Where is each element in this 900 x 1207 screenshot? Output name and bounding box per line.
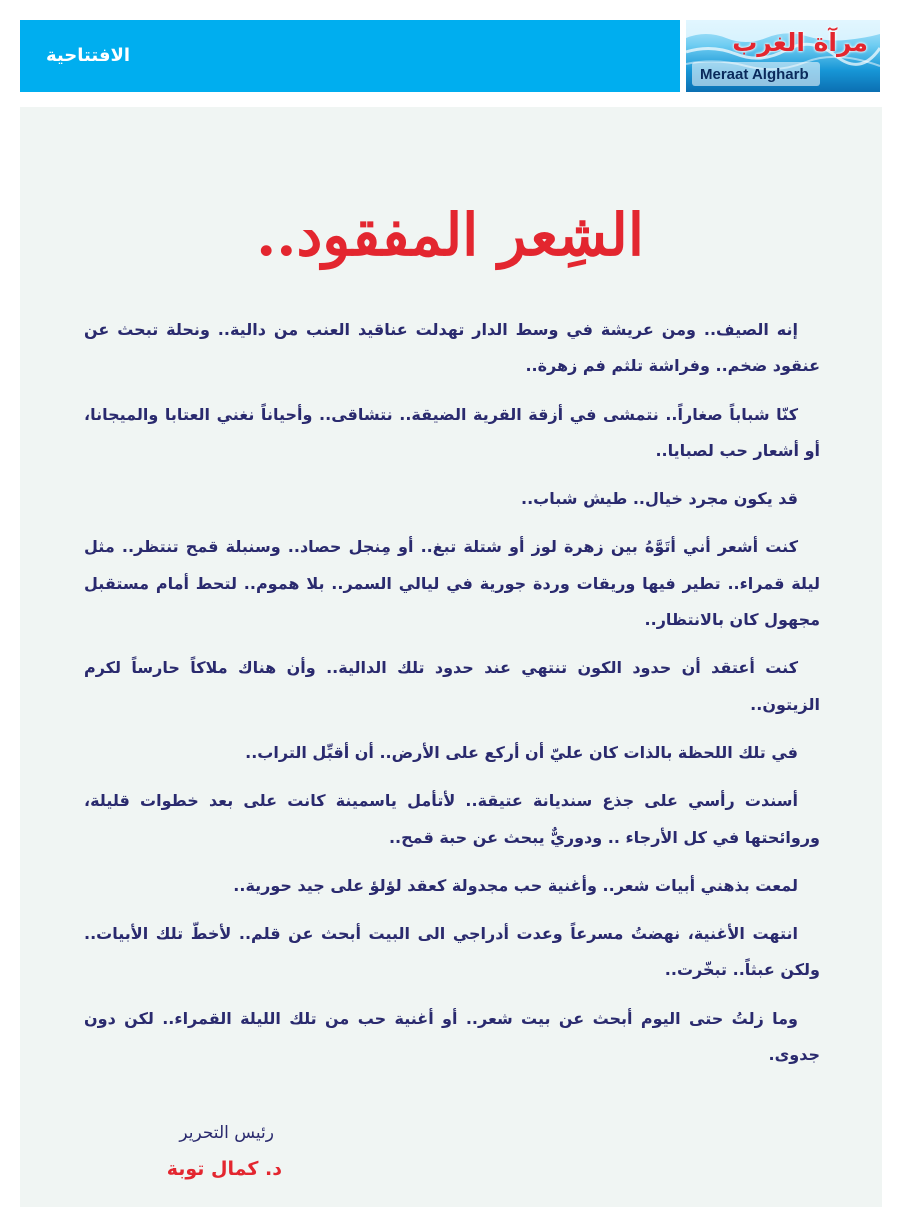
article-paragraph: انتهت الأغنية، نهضتُ مسرعاً وعدت أدراجي الى البيت أبحث عن قلم.. لأخطّ تلك الأبيات.. ولكن عبثاً.. تبخّرت.. xyxy=(84,924,820,980)
article-body xyxy=(84,312,820,1085)
logo-arabic-wordmark: مرآة الغرب xyxy=(732,28,868,57)
article-title: الشِعر المفقود.. xyxy=(256,201,644,269)
article-paragraph: كنت أعتقد أن حدود الكون تنتهي عند حدود تلك الدالية.. وأن هناك ملاكاً حارساً لكرم الزيتون.. xyxy=(84,658,820,714)
article-paragraph: قد يكون مجرد خيال.. طيش شباب.. xyxy=(520,489,798,509)
article-paragraph: أسندت رأسي على جذع سنديانة عتيقة.. لأتأمل ياسمينة كانت على بعد خطوات قليلة، وروائحتها في كل الأرجاء .. ودوريٌّ يبحث عن حبة قمح.. xyxy=(84,791,820,847)
magazine-logo xyxy=(686,20,880,92)
article-paragraph: كنت أشعر أني أتَوَّهُ بين زهرة لوز أو شتلة تبغ.. أو مِنجل حصاد.. وسنبلة قمح تنتظر.. مثل ليلة قمراء.. تطير فيها وريقات وردة جورية في ليالي السمر.. بلا هموم.. لتحط أمام مستقبل مجهول كان بالانتظار.. xyxy=(84,537,820,630)
article-paragraph: كنّا شباباً صغاراً.. نتمشى في أزقة القرية الضيقة.. نتشاقى.. وأحياناً نغني العتابا والميجانا، أو أشعار حب لصبايا.. xyxy=(84,404,820,460)
article-paragraph: إنه الصيف.. ومن عريشة في وسط الدار تهدلت عناقيد العنب من دالية.. ونحلة تبحث عن عنقود ضخم.. وفراشة تلثم فم زهرة.. xyxy=(84,320,820,376)
article-paragraph: لمعت بذهني أبيات شعر.. وأغنية حب مجدولة كعقد لؤلؤ على جيد حورية.. xyxy=(233,875,798,895)
signature-name: د. كمال توبة xyxy=(166,1158,282,1180)
section-label: الافتتاحية xyxy=(46,45,131,66)
article-paragraph: في تلك اللحظة بالذات كان عليّ أن أركع على الأرض.. أن أقبِّل التراب.. xyxy=(245,742,798,762)
logo-latin-wordmark: Meraat Algharb xyxy=(700,66,809,83)
article-paragraph: وما زلتُ حتى اليوم أبحث عن بيت شعر.. أو أغنية حب من تلك الليلة القمراء.. لكن دون جدوى. xyxy=(84,1008,820,1065)
signature-role: رئيس التحرير xyxy=(179,1123,274,1143)
